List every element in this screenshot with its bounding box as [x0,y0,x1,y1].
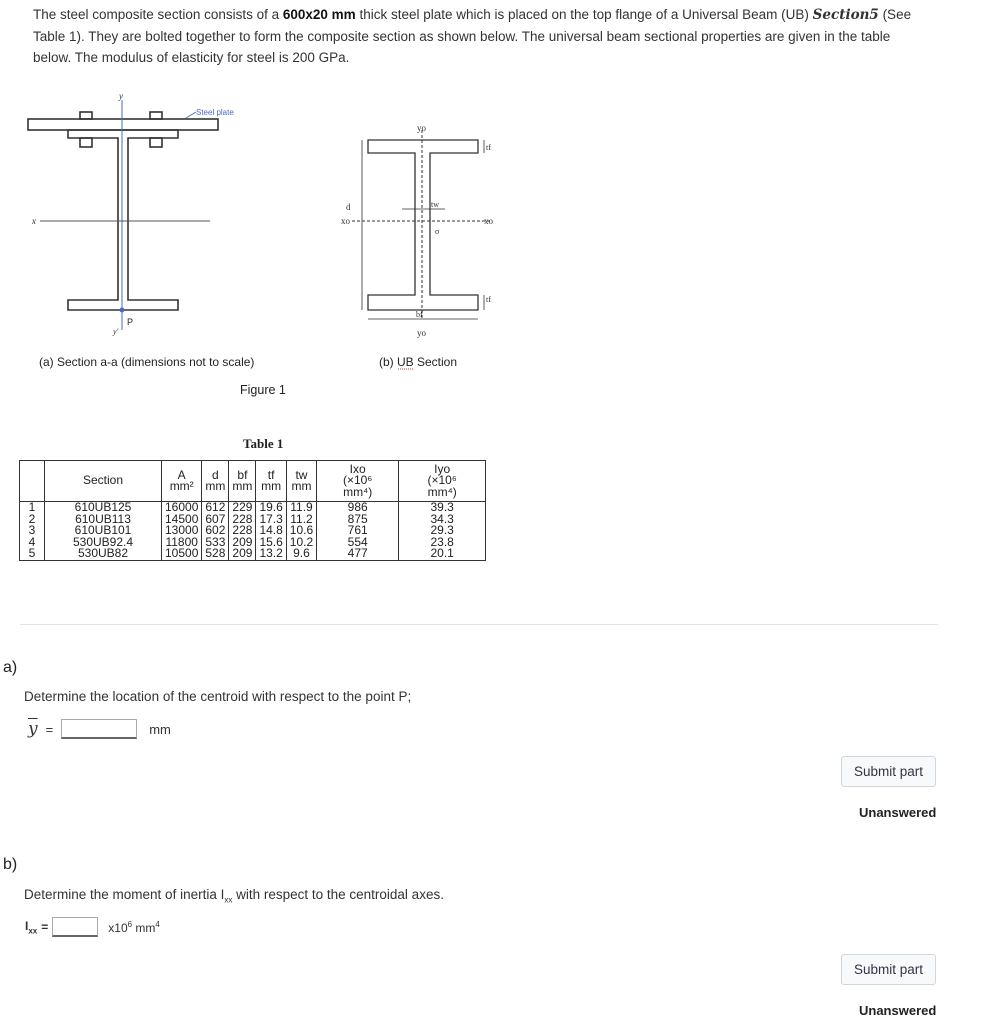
intro-text-1: The steel composite section consists of a [33,7,283,22]
table-row: 2 610UB113 14500 607 228 17.3 11.2 875 34.3 [20,514,486,526]
intro-text-3: (See Table 1). They are bolted together to form the composite section as shown below. The universal beam sectional properties are given in the table below. The modulus of elasticity for steel is 200 GPa. [33,7,912,65]
section-divider [20,624,938,625]
section-b-drawing [368,140,478,310]
header-Ixo: Ixo (×10⁶ mm⁴) [317,461,399,502]
header-A: A mm² [162,461,202,502]
part-b-question: Determine the moment of inertia $I_{xx}$ with respect to the centroidal axes. [24,887,444,905]
axis-y-prime-label: y' [113,327,119,336]
point-p-label: P [127,317,134,327]
bolt-2-head [150,112,162,119]
intro-text-2: thick steel plate which is placed on the top flange of a Universal Beam (UB) [355,7,813,22]
tf-top-label: tf [486,143,491,152]
header-tw: tw mm [286,461,316,502]
header-tf: tf mm [256,461,286,502]
ub-shape-a [68,130,178,310]
header-d: d mm [202,461,229,502]
part-a-answer-row [28,719,171,739]
ybar-symbol: $\overline{y}$ [28,719,38,739]
figure-1-diagram [0,0,992,420]
part-b-submit-button[interactable]: Submit part [841,954,936,985]
plate-dimension: 600x20 mm [282,7,356,22]
tw-label: tw [431,200,439,209]
header-bf: bf mm [229,461,256,502]
part-a-status: Unanswered [859,805,937,820]
part-b-status: Unanswered [859,1003,937,1018]
header-index [20,461,45,502]
bf-label: bf [416,310,423,319]
point-p-marker [120,308,125,313]
part-b-unit: $x10^6$ $mm^4$ [108,919,160,935]
part-b-answer-row [25,917,160,937]
section-a-drawing [28,112,218,310]
bolt-2-nut [150,138,162,147]
xo-left-label: xo [341,216,350,226]
part-a-equals: = [45,721,54,737]
caption-b: (b) UB Section [379,355,458,369]
table-title: Table 1 [243,436,284,451]
axis-y-label: y [119,91,123,101]
header-Iyo: Iyo (×10⁶ mm⁴) [399,461,486,502]
sigma-label: σ [435,227,440,236]
centroid-input[interactable] [61,719,137,739]
part-a-unit: mm [149,721,171,737]
axis-x-label: x [32,216,36,226]
steel-plate-label: Steel plate [196,108,234,117]
table-row: 4 530UB92.4 11800 533 209 15.6 10.2 554 23.8 [20,537,486,549]
table-row: 1 610UB125 16000 612 229 19.6 11.9 986 39.3 [20,502,486,514]
header-section: Section [45,461,162,502]
part-a-submit-button[interactable]: Submit part [841,756,936,787]
yo-top-label: yo [417,123,426,133]
xo-right-label: xo [484,216,493,226]
part-a-label: a) [3,659,18,676]
part-b-label: b) [3,856,18,873]
ub-properties-table [19,460,486,561]
ixx-symbol: $I_{xx}$ [25,918,38,936]
part-a-question: Determine the location of the centroid with respect to the point P; [24,689,412,704]
caption-a: (a) Section a-a (dimensions not to scale) [39,355,255,369]
d-label: d [346,202,351,212]
bolt-1-nut [80,138,92,147]
moment-of-inertia-input[interactable] [52,917,98,937]
section-variable: Section5 [812,7,879,23]
yo-bottom-label: yo [417,328,426,338]
table-row: 3 610UB101 13000 602 228 14.8 10.6 761 29.3 [20,525,486,537]
bolt-1-head [80,112,92,119]
steel-plate-shape [28,119,218,130]
ub-shape-b [368,140,478,310]
figure-label: Figure 1 [240,383,286,397]
table-row: 5 530UB82 10500 528 209 13.2 9.6 477 20.1 [20,548,486,560]
part-b-equals: = [41,920,49,934]
tf-bottom-label: tf [486,295,491,304]
